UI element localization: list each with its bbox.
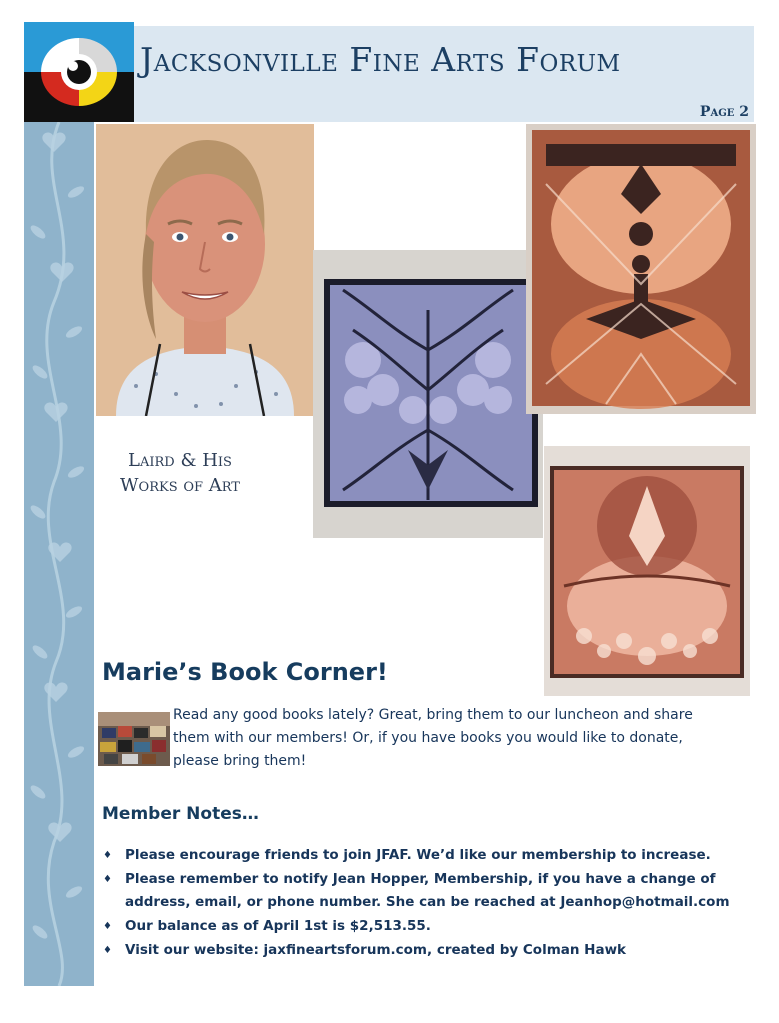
caption-line-1: Laird & His (128, 450, 232, 471)
decorative-floral-strip (24, 122, 94, 986)
jfaf-logo-icon (24, 22, 134, 122)
list-item: ♦ Visit our website: jaxfineartsforum.com, created by Colman Hawk (102, 939, 742, 962)
list-item: ♦ Please remember to notify Jean Hopper, Membership, if you have a change of address, email, or phone number. She can be reached at Jeanhop@hotmail.com (102, 868, 742, 914)
portrait-photo (96, 124, 314, 416)
pink-artwork-photo (544, 446, 750, 696)
photo-caption (100, 448, 260, 498)
newsletter-title: Jacksonville Fine Arts Forum (140, 40, 621, 79)
orange-artwork-photo (526, 124, 756, 414)
caption-line-2: Works of Art (120, 475, 240, 496)
blue-artwork-photo (313, 250, 543, 538)
book-corner-text: Read any good books lately? Great, bring them to our luncheon and share them with our members! Or, if you have books you would like to donate, please bring them! (173, 707, 693, 769)
member-notes-list (102, 844, 742, 963)
page-number: Page 2 (699, 104, 749, 120)
list-item: ♦ Our balance as of April 1st is $2,513.55. (102, 915, 742, 938)
member-notes-heading: Member Notes… (102, 804, 259, 824)
list-item: ♦ Please encourage friends to join JFAF. We’d like our membership to increase. (102, 844, 742, 867)
books-photo (98, 712, 170, 766)
book-corner-heading: Marie’s Book Corner! (102, 658, 388, 686)
